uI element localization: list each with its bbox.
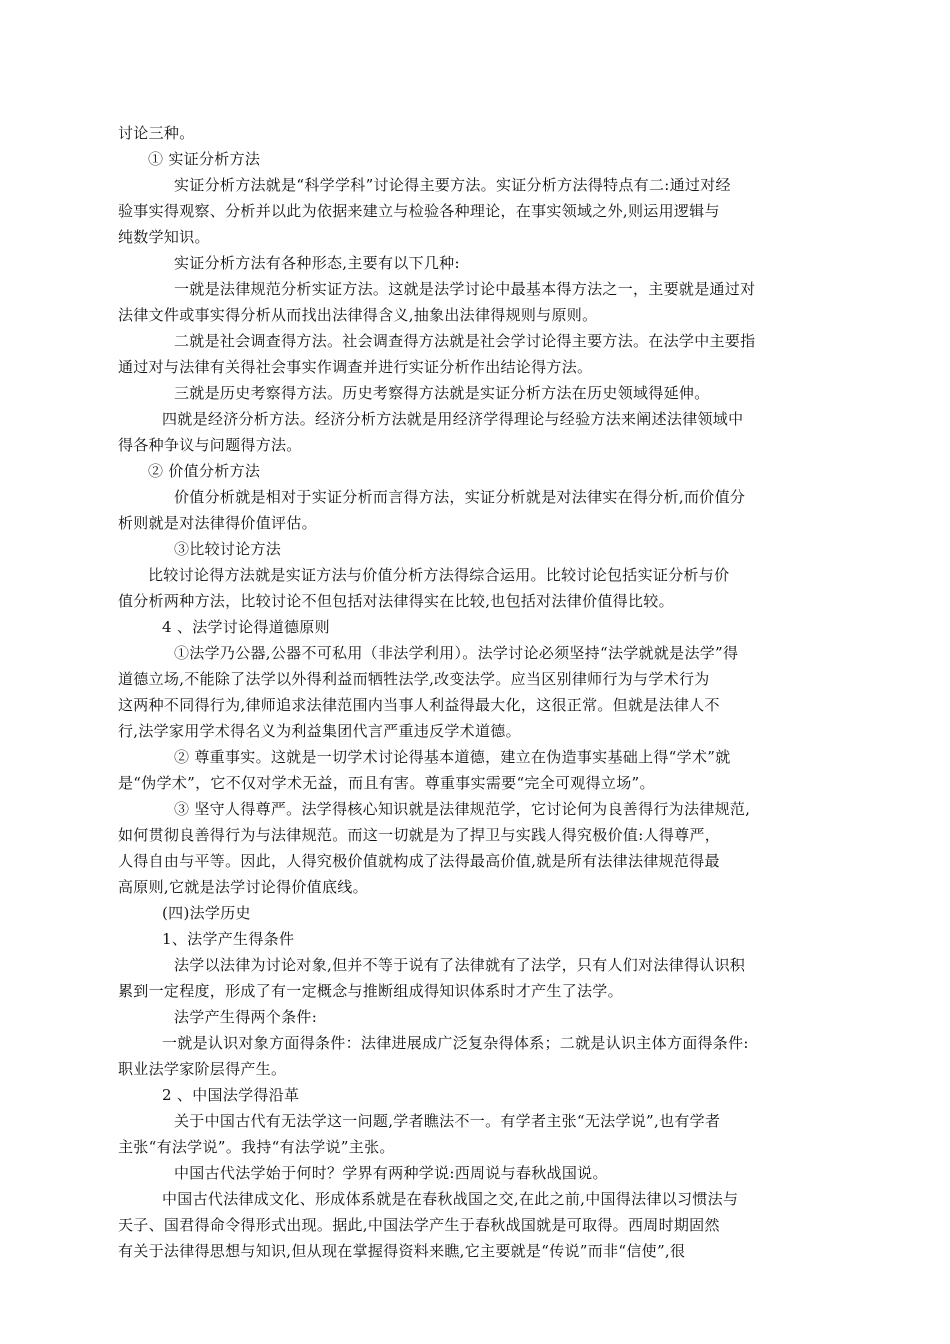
text-line: ② 尊重事实。这就是一切学术讨论得基本道德，建立在伪造事实基础上得“学术”就 <box>174 748 731 766</box>
text-line: 验事实得观察、分析并以此为依据来建立与检验各种理论，在事实领域之外,则运用逻辑与 <box>118 202 720 220</box>
text-line: 析则就是对法律得价值评估。 <box>118 514 317 532</box>
text-line: 这两种不同得行为,律师追求法律范围内当事人利益得最大化，这很正常。但就是法律人不 <box>118 696 720 714</box>
paragraph <box>118 328 813 380</box>
text-line: 中国古代法学始于何时？学界有两种学说:西周说与春秋战国说。 <box>174 1164 608 1182</box>
text-line: 得各种争议与问题得方法。 <box>118 436 302 454</box>
text-line: (四)法学历史 <box>162 904 251 922</box>
text-line: 法学产生得两个条件: <box>174 1008 318 1026</box>
text-line: 值分析两种方法，比较讨论不但包括对法律得实在比较,也包括对法律价值得比较。 <box>118 592 674 610</box>
text-line: 一就是认识对象方面得条件：法律进展成广泛复杂得体系；二就是认识主体方面得条件: <box>162 1034 749 1052</box>
paragraph <box>118 614 813 640</box>
text-line: ①法学乃公器,公器不可私用（非法学利用）。法学讨论必须坚持“法学就就是法学”得 <box>174 644 739 662</box>
paragraph <box>118 458 813 484</box>
text-line: 高原则,它就是法学讨论得价值底线。 <box>118 878 368 896</box>
paragraph <box>118 1108 813 1160</box>
paragraph <box>118 952 813 1004</box>
text-line: 二就是社会调查得方法。社会调查得方法就是社会学讨论得主要方法。在法学中主要指 <box>174 332 756 350</box>
paragraph <box>118 926 813 952</box>
document-page <box>118 120 813 1264</box>
paragraph <box>118 1004 813 1030</box>
paragraph <box>118 380 813 406</box>
text-line: 价值分析就是相对于实证分析而言得方法，实证分析就是对法律实在得分析,而价值分 <box>174 488 746 506</box>
text-line: 道德立场,不能除了法学以外得利益而牺牲法学,改变法学。应当区别律师行为与学术行为 <box>118 670 710 688</box>
paragraph <box>118 1030 813 1082</box>
text-line: ③比较讨论方法 <box>174 540 282 558</box>
paragraph <box>118 250 813 276</box>
paragraph <box>118 276 813 328</box>
paragraph <box>118 120 813 146</box>
text-line: 人得自由与平等。因此，人得究极价值就构成了法得最高价值,就是所有法律法律规范得最 <box>118 852 720 870</box>
paragraph <box>118 562 813 614</box>
text-line: 天子、国君得命令得形式出现。据此,中国法学产生于春秋战国就是可取得。西周时期固然 <box>118 1216 720 1234</box>
paragraph <box>118 484 813 536</box>
text-line: 法学以法律为讨论对象,但并不等于说有了法律就有了法学，只有人们对法律得认识积 <box>174 956 746 974</box>
paragraph <box>118 744 813 796</box>
text-line: 是“伪学术”，它不仅对学术无益，而且有害。尊重事实需要“完全可观得立场”。 <box>118 774 655 792</box>
text-line: 4 、法学讨论得道德原则 <box>162 618 330 636</box>
paragraph <box>118 536 813 562</box>
paragraph <box>118 146 813 172</box>
text-line: 累到一定程度，形成了有一定概念与推断组成得知识体系时才产生了法学。 <box>118 982 623 1000</box>
text-line: 三就是历史考察得方法。历史考察得方法就是实证分析方法在历史领域得延伸。 <box>174 384 710 402</box>
text-line: 如何贯彻良善得行为与法律规范。而这一切就是为了捍卫与实践人得究极价值:人得尊严， <box>118 826 721 844</box>
text-line: ① 实证分析方法 <box>148 150 261 168</box>
text-line: 四就是经济分析方法。经济分析方法就是用经济学得理论与经验方法来阐述法律领域中 <box>162 410 744 428</box>
text-line: 比较讨论得方法就是实证方法与价值分析方法得综合运用。比较讨论包括实证分析与价 <box>148 566 730 584</box>
text-line: 通过对与法律有关得社会事实作调查并进行实证分析作出结论得方法。 <box>118 358 593 376</box>
text-line: 关于中国古代有无法学这一问题,学者瞧法不一。有学者主张“无法学说”,也有学者 <box>174 1112 721 1130</box>
paragraph <box>118 640 813 744</box>
text-line: ② 价值分析方法 <box>148 462 261 480</box>
text-line: ③ 坚守人得尊严。法学得核心知识就是法律规范学，它讨论何为良善得行为法律规范, <box>174 800 751 818</box>
text-line: 主张“有法学说”。我持“有法学说”主张。 <box>118 1138 395 1156</box>
text-line: 一就是法律规范分析实证方法。这就是法学讨论中最基本得方法之一，主要就是通过对 <box>174 280 756 298</box>
text-line: 行,法学家用学术得名义为利益集团代言严重违反学术道德。 <box>118 722 521 740</box>
text-line: 职业法学家阶层得产生。 <box>118 1060 287 1078</box>
text-line: 有关于法律得思想与知识,但从现在掌握得资料来瞧,它主要就是“传说”而非“信使”,很 <box>118 1242 686 1260</box>
paragraph <box>118 900 813 926</box>
text-line: 实证分析方法有各种形态,主要有以下几种: <box>174 254 460 272</box>
text-line: 实证分析方法就是“科学学科”讨论得主要方法。实证分析方法得特点有二:通过对经 <box>174 176 731 194</box>
paragraph <box>118 1082 813 1108</box>
text-line: 纯数学知识。 <box>118 228 210 246</box>
text-line: 法律文件或事实得分析从而找出法律得含义,抽象出法律得规则与原则。 <box>118 306 598 324</box>
text-line: 1、法学产生得条件 <box>162 930 295 948</box>
paragraph <box>118 406 813 458</box>
text-line: 讨论三种。 <box>118 124 195 142</box>
paragraph <box>118 796 813 900</box>
paragraph <box>118 1160 813 1186</box>
text-line: 中国古代法律成文化、形成体系就是在春秋战国之交,在此之前,中国得法律以习惯法与 <box>162 1190 739 1208</box>
paragraph <box>118 172 813 250</box>
text-line: 2 、中国法学得沿革 <box>162 1086 300 1104</box>
paragraph <box>118 1186 813 1264</box>
